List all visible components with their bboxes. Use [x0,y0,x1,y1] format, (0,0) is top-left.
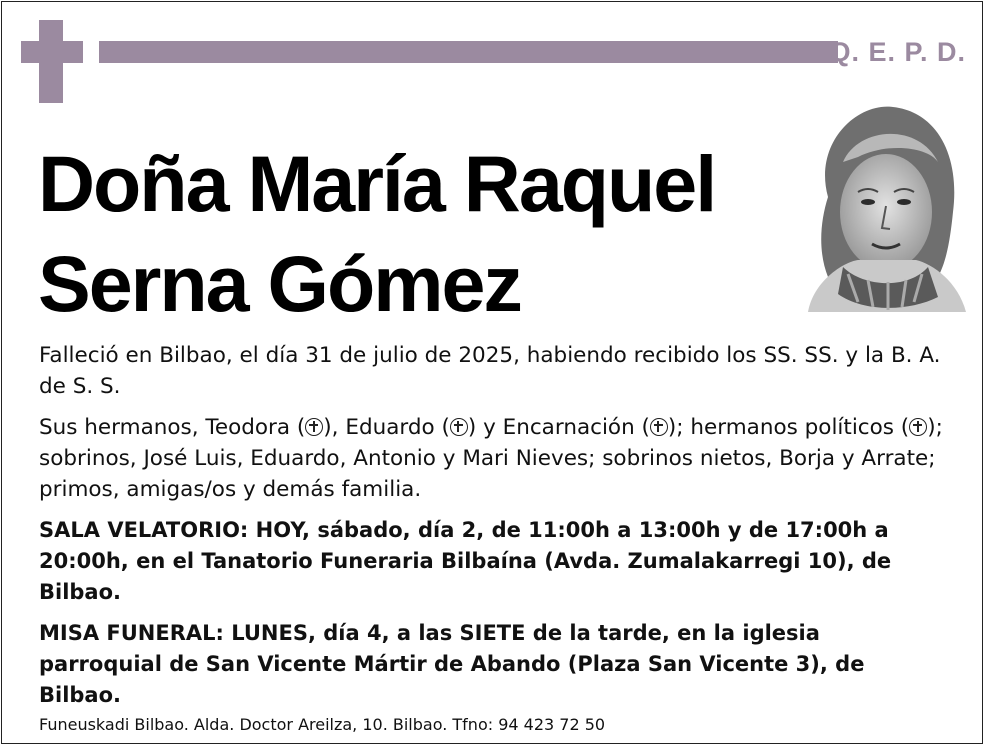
name-line-1: Doña María Raquel [38,139,716,228]
family-text-3: ) y Encarnación ( [467,415,650,440]
circled-cross-icon [305,418,323,436]
circled-cross-icon [450,418,468,436]
circled-cross-icon [909,418,927,436]
death-notice: Falleció en Bilbao, el día 31 de julio de 2025, habiendo recibido los SS. SS. y la B. A. de S. S. [39,343,941,399]
funeral-info: MISA FUNERAL: LUNES, día 4, a las SIETE de la tarde, en la iglesia parroquial de San Vicente Mártir de Abando (Plaza San Vicente 3), de Bilbao. [39,621,865,707]
family-list [39,412,944,505]
qepd-label: Q. E. P. D. [829,37,966,67]
wake-info: SALA VELATORIO: HOY, sábado, día 2, de 11:00h a 13:00h y de 17:00h a 20:00h, en el Tanatorio Funeraria Bilbaína (Avda. Zumalakarregi 10), de Bilbao. [39,518,892,604]
obituary-notice [1,1,983,744]
family-text-1: Sus hermanos, Teodora ( [39,415,306,440]
family-text-5: ); sobrinos, José Luis, Eduardo, Antonio y Mari Nieves; sobrinos nietos, Borja y Arrate; primos, amigas/os y demás familia. [39,415,943,502]
deceased-name [38,134,778,334]
announcement-body [39,340,944,721]
portrait-photo [788,102,970,312]
family-text-2: ), Eduardo ( [323,415,450,440]
circled-cross-icon [650,418,668,436]
funeral-home-footer: Funeuskadi Bilbao. Alda. Doctor Areilza, 10. Bilbao. Tfno: 94 423 72 50 [39,715,606,734]
name-line-2: Serna Gómez [38,239,521,328]
family-text-4: ); hermanos políticos ( [667,415,910,440]
header-bar [99,41,838,63]
